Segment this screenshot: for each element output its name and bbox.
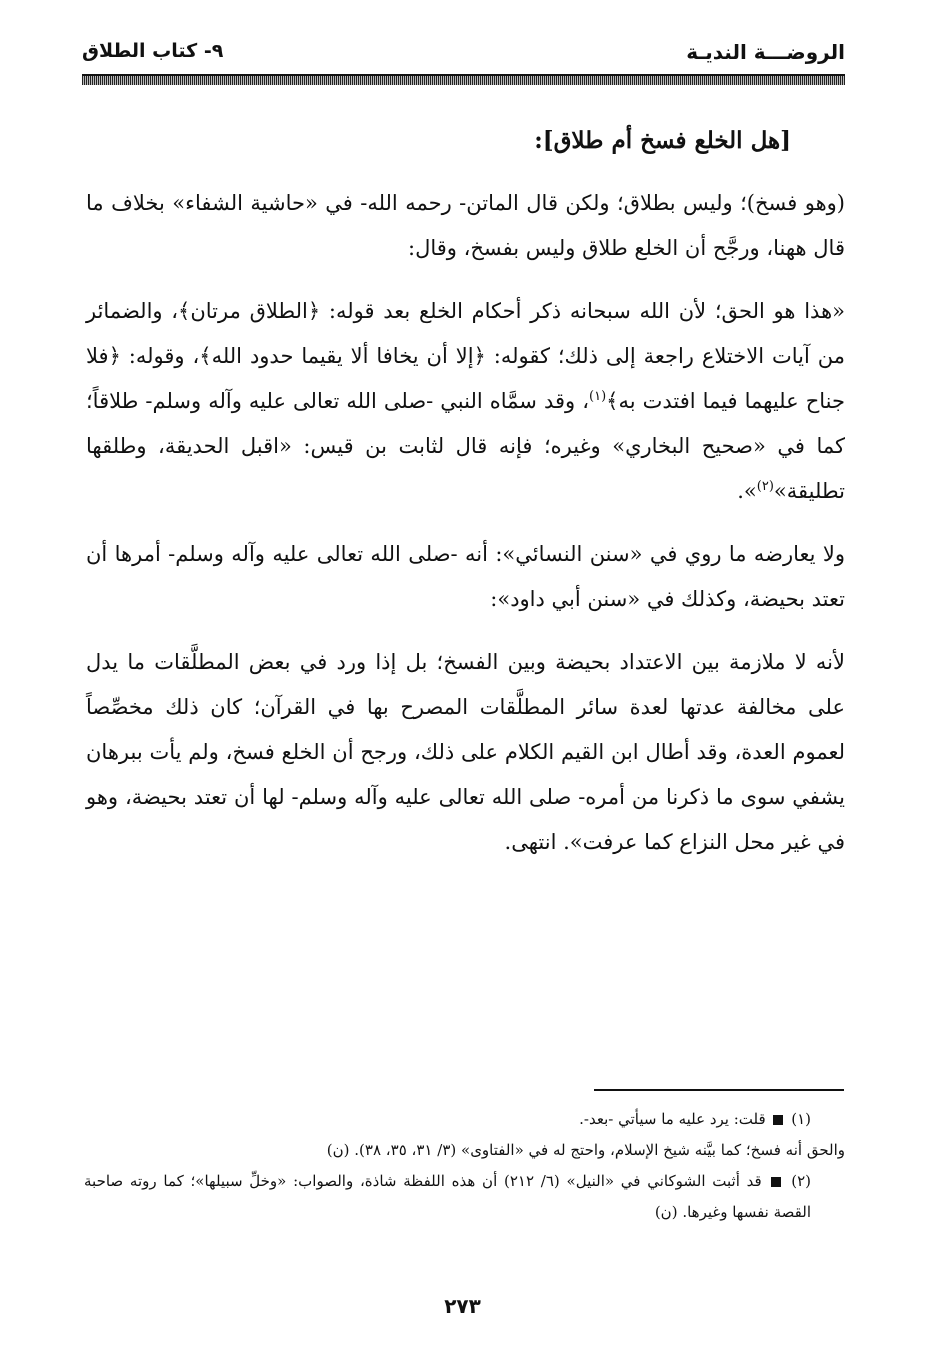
footnote-ref-2[interactable]: (٢) [756,479,774,494]
square-marker-icon [771,1177,781,1187]
paragraph-2-text-a: «هذا هو الحق؛ لأن الله سبحانه ذكر أحكام الخلع بعد قوله: ﴿الطلاق مرتان﴾، والضمائر من آيات الاختلاع راجعة إلى ذلك؛ كقوله: ﴿إلا أن يخافا ألا يقيما حدود الله﴾، وقوله: ﴿فلا جناح عليهما فيما افتدت به﴾ [86,299,845,413]
footnote-2 [84,1166,845,1228]
page-number: ٢٧٣ [444,1294,481,1318]
footnote-ref-1[interactable]: (١) [589,389,607,404]
book-title: الروضـــة النديـة [686,40,845,64]
square-marker-icon [773,1115,783,1125]
section-heading: [هل الخلع فسخ أم طلاق]: [534,127,791,154]
footnote-2-text: قد أثبت الشوكاني في «النيل» (٦/ ٢١٢) أن هذه اللفظة شاذة، والصواب: «وخلِّ سبيلها»؛ كما روته صاحبة القصة نفسها وغيرها. (ن) [84,1172,811,1221]
footnote-1 [84,1104,845,1135]
footnote-divider [594,1089,844,1091]
paragraph-2-text-b: ، وقد سمَّاه النبي -صلى الله تعالى عليه وآله وسلم- طلاقاً؛ كما في «صحيح البخاري» وغيره؛ فإنه قال لثابت بن قيس: «اقبل الحديقة، وطلقها تطليقة» [86,389,845,503]
paragraph-4: لأنه لا ملازمة بين الاعتداد بحيضة وبين الفسخ؛ بل إذا ورد في بعض المطلَّقات ما يدل على مخالفة عدتها لعدة سائر المطلَّقات المصرح بها في القرآن؛ كان ذلك مخصِّصاً لعموم العدة، وقد أطال ابن القيم الكلام على ذلك، ورجح أن الخلع فسخ، ولم يأت ببرهان يشفي سوى ما ذكرنا من أمره- صلى الله تعالى عليه وآله وسلم- لها أن تعتد بحيضة، وهو في غير محل النزاع كما عرفت». انتهى. [86,650,845,854]
footnote-1-number: (١) [791,1110,811,1128]
paragraph-3: ولا يعارضه ما روي في «سنن النسائي»: أنه -صلى الله تعالى عليه وآله وسلم- أمرها أن تعتد بحيضة، وكذلك في «سنن أبي داود»: [86,542,845,611]
running-header [82,36,845,72]
footnote-2-number: (٢) [791,1172,811,1190]
footnotes [84,1104,845,1228]
paragraph-2 [86,289,845,514]
footnote-1-text: قلت: يرد عليه ما سيأتي -بعد-. [579,1110,766,1128]
chapter-title: ٩- كتاب الطلاق [82,40,224,62]
main-text [86,118,845,883]
header-divider [82,74,845,85]
paragraph-1: (وهو فسخ)؛ وليس بطلاق؛ ولكن قال الماتن- رحمه الله- في «حاشية الشفاء» بخلاف ما قال ههنا، ورجَّح أن الخلع طلاق وليس بفسخ، وقال: [86,191,845,260]
paragraph-2-text-c: ». [737,479,757,503]
footnote-1-continuation: والحق أنه فسخ؛ كما بيَّنه شيخ الإسلام، واحتج له في «الفتاوى» (٣/ ٣١، ٣٥، ٣٨). (ن) [326,1141,845,1159]
